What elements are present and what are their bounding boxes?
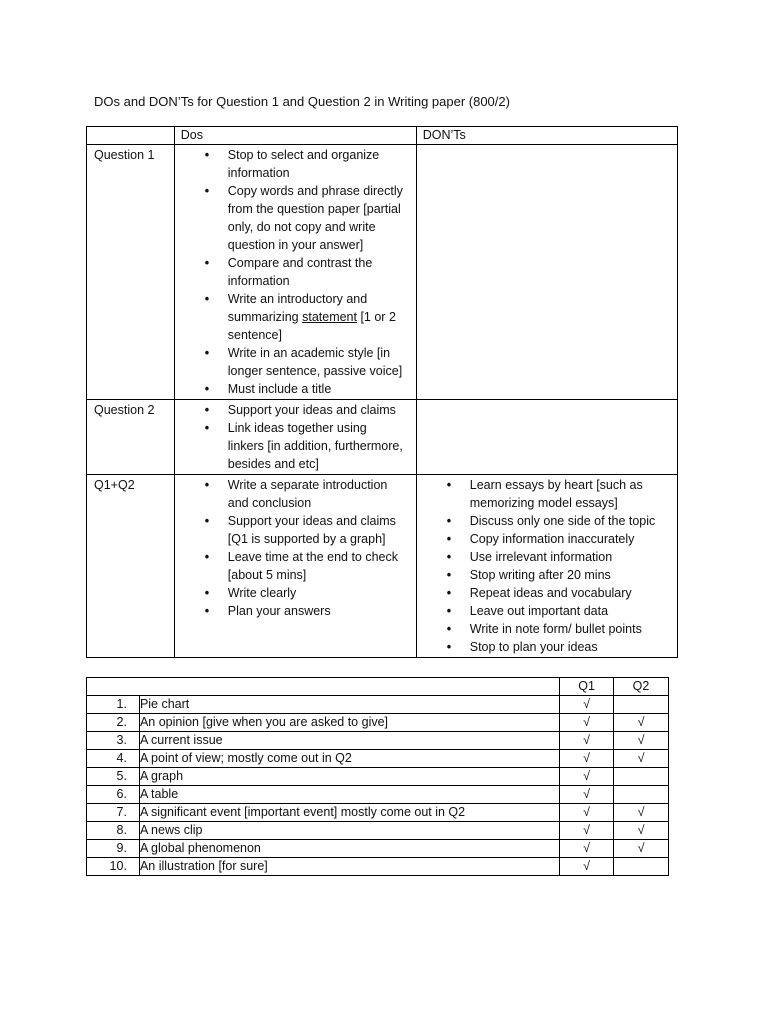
q2-check — [614, 696, 669, 714]
list-item: • Leave out important data — [417, 602, 677, 620]
list-item: • Must include a title — [175, 380, 416, 398]
list-item: • Write in an academic style [in longer sentence, passive voice] — [175, 344, 416, 380]
table-row — [87, 858, 669, 876]
item-number: 9. — [87, 840, 140, 858]
list-item: • Write a separate introduction and conclusion — [175, 476, 416, 512]
list-item: • Leave time at the end to check [about 5 mins] — [175, 548, 416, 584]
table-row — [87, 786, 669, 804]
table-row — [87, 732, 669, 750]
q1-check: √ — [560, 840, 614, 858]
checklist-table — [86, 677, 669, 876]
list-item: • Copy information inaccurately — [417, 530, 677, 548]
q2-check: √ — [614, 840, 669, 858]
table-row-q1-q2 — [87, 475, 678, 658]
table-row — [87, 768, 669, 786]
item-text: An opinion [give when you are asked to give] — [139, 714, 559, 732]
list-item: • Link ideas together using linkers [in addition, furthermore, besides and etc] — [175, 419, 416, 473]
item-text: A table — [139, 786, 559, 804]
donts-cell — [416, 400, 677, 475]
item-number: 8. — [87, 822, 140, 840]
table-row — [87, 714, 669, 732]
checklist-header-empty — [87, 678, 560, 696]
item-text: Pie chart — [139, 696, 559, 714]
q2-check — [614, 786, 669, 804]
q2-check — [614, 768, 669, 786]
row-label: Question 1 — [87, 145, 175, 400]
table-row — [87, 840, 669, 858]
list-item: • Stop writing after 20 mins — [417, 566, 677, 584]
list-item: • Write clearly — [175, 584, 416, 602]
dos-cell — [174, 400, 416, 475]
item-number: 6. — [87, 786, 140, 804]
item-number: 2. — [87, 714, 140, 732]
list-item: • Stop to select and organize information — [175, 146, 416, 182]
list-item: • Repeat ideas and vocabulary — [417, 584, 677, 602]
item-text: A current issue — [139, 732, 559, 750]
table-row — [87, 822, 669, 840]
list-item: • Learn essays by heart [such as memorizing model essays] — [417, 476, 677, 512]
header-cell-empty — [87, 127, 175, 145]
item-text: A graph — [139, 768, 559, 786]
list-item: • Support your ideas and claims — [175, 401, 416, 419]
underlined-word: statement — [302, 310, 357, 324]
table-header-row — [87, 127, 678, 145]
q2-check: √ — [614, 804, 669, 822]
list-item-text-after: [1 or 2 sentence] — [227, 310, 396, 342]
item-number: 1. — [87, 696, 140, 714]
item-number: 3. — [87, 732, 140, 750]
q2-check: √ — [614, 732, 669, 750]
list-item: • Compare and contrast the information — [175, 254, 416, 290]
page-title: DOs and DON’Ts for Question 1 and Question 2 in Writing paper (800/2) — [94, 94, 510, 109]
q2-check — [614, 858, 669, 876]
table-row — [87, 696, 669, 714]
checklist-body — [87, 696, 669, 876]
item-text: An illustration [for sure] — [139, 858, 559, 876]
item-number: 4. — [87, 750, 140, 768]
row-label: Question 2 — [87, 400, 175, 475]
dos-cell — [174, 145, 416, 400]
table-row — [87, 804, 669, 822]
donts-cell — [416, 475, 677, 658]
item-text: A news clip — [139, 822, 559, 840]
header-cell-donts: DON’Ts — [416, 127, 677, 145]
item-text: A point of view; mostly come out in Q2 — [139, 750, 559, 768]
donts-cell — [416, 145, 677, 400]
item-text: A significant event [important event] mostly come out in Q2 — [139, 804, 559, 822]
item-text: A global phenomenon — [139, 840, 559, 858]
q1-check: √ — [560, 786, 614, 804]
item-number: 7. — [87, 804, 140, 822]
list-item: • Plan your answers — [175, 602, 416, 620]
q2-check: √ — [614, 750, 669, 768]
list-item: • Discuss only one side of the topic — [417, 512, 677, 530]
q1-check: √ — [560, 858, 614, 876]
table-row-question-1 — [87, 145, 678, 400]
q1-check: √ — [560, 750, 614, 768]
table-row — [87, 750, 669, 768]
q1-check: √ — [560, 714, 614, 732]
list-item: • Support your ideas and claims [Q1 is supported by a graph] — [175, 512, 416, 548]
table-row-question-2 — [87, 400, 678, 475]
q1-check: √ — [560, 732, 614, 750]
checklist-header-q1: Q1 — [560, 678, 614, 696]
q1-check: √ — [560, 822, 614, 840]
checklist-header-q2: Q2 — [614, 678, 669, 696]
q2-check: √ — [614, 822, 669, 840]
list-item: • Copy words and phrase directly from the question paper [partial only, do not copy and write question in your answer] — [175, 182, 416, 254]
row-label: Q1+Q2 — [87, 475, 175, 658]
list-item: • Write in note form/ bullet points — [417, 620, 677, 638]
q1-check: √ — [560, 696, 614, 714]
q1-check: √ — [560, 768, 614, 786]
list-item: • Stop to plan your ideas — [417, 638, 677, 656]
list-item-text: Write an introductory and summarizing — [227, 292, 368, 324]
item-number: 10. — [87, 858, 140, 876]
dos-donts-table — [86, 126, 678, 658]
list-item — [175, 290, 416, 344]
list-item: • Use irrelevant information — [417, 548, 677, 566]
dos-cell — [174, 475, 416, 658]
header-cell-dos: Dos — [174, 127, 416, 145]
checklist-header-row — [87, 678, 669, 696]
q1-check: √ — [560, 804, 614, 822]
item-number: 5. — [87, 768, 140, 786]
q2-check: √ — [614, 714, 669, 732]
